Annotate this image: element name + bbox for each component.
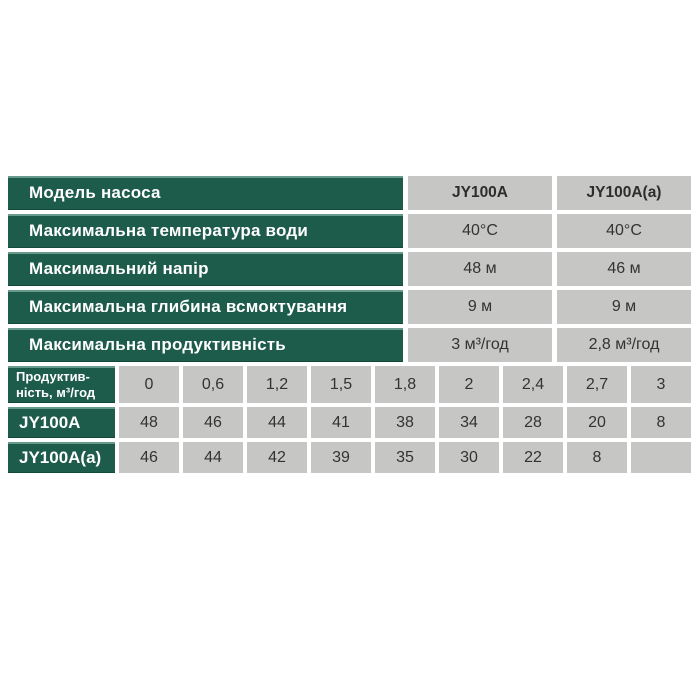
- perf-value-cell: 44: [247, 407, 307, 438]
- perf-value-cell: 41: [311, 407, 371, 438]
- perf-header-line2: ність, м³/год: [16, 384, 96, 400]
- perf-value-cell: 46: [183, 407, 243, 438]
- spec-temperature-value-2: 40°C: [557, 214, 691, 248]
- pump-spec-table: [8, 176, 692, 362]
- perf-header-label: [8, 366, 115, 403]
- perf-value-cell-empty: [631, 442, 691, 473]
- perf-row-label-jy100a: JY100A: [8, 407, 115, 438]
- perf-value-cell: 35: [375, 442, 435, 473]
- spec-row-label-temperature: Максимальна температура води: [8, 214, 403, 248]
- perf-value-cell: 8: [567, 442, 627, 473]
- spec-model-value-2: JY100A(a): [557, 176, 691, 210]
- spec-head-value-1: 48 м: [408, 252, 552, 286]
- spec-model-value-1: JY100A: [408, 176, 552, 210]
- spec-head-value-2: 46 м: [557, 252, 691, 286]
- pump-performance-table: [8, 366, 692, 473]
- flow-header-cell: 3: [631, 366, 691, 403]
- perf-value-cell: 48: [119, 407, 179, 438]
- spec-temperature-value-1: 40°C: [408, 214, 552, 248]
- perf-value-cell: 8: [631, 407, 691, 438]
- spec-suction-depth-value-1: 9 м: [408, 290, 552, 324]
- perf-value-cell: 20: [567, 407, 627, 438]
- perf-value-cell: 22: [503, 442, 563, 473]
- perf-value-cell: 42: [247, 442, 307, 473]
- perf-header-line1: Продуктив-: [16, 369, 90, 385]
- perf-value-cell: 44: [183, 442, 243, 473]
- flow-header-cell: 2: [439, 366, 499, 403]
- perf-value-cell: 28: [503, 407, 563, 438]
- flow-header-cell: 0,6: [183, 366, 243, 403]
- flow-header-cell: 2,4: [503, 366, 563, 403]
- flow-header-cell: 2,7: [567, 366, 627, 403]
- perf-value-cell: 39: [311, 442, 371, 473]
- perf-value-cell: 46: [119, 442, 179, 473]
- spec-row-label-head: Максимальний напір: [8, 252, 403, 286]
- flow-header-cell: 1,5: [311, 366, 371, 403]
- spec-capacity-value-1: 3 м³/год: [408, 328, 552, 362]
- flow-header-cell: 1,2: [247, 366, 307, 403]
- perf-value-cell: 38: [375, 407, 435, 438]
- flow-header-cell: 0: [119, 366, 179, 403]
- spec-row-label-suction-depth: Максимальна глибина всмоктування: [8, 290, 403, 324]
- flow-header-cell: 1,8: [375, 366, 435, 403]
- spec-row-label-capacity: Максимальна продуктивність: [8, 328, 403, 362]
- perf-value-cell: 34: [439, 407, 499, 438]
- perf-row-label-jy100a-a: JY100A(a): [8, 442, 115, 473]
- spec-capacity-value-2: 2,8 м³/год: [557, 328, 691, 362]
- perf-value-cell: 30: [439, 442, 499, 473]
- spec-row-label-model: Модель насоса: [8, 176, 403, 210]
- tables-wrap: [8, 176, 692, 473]
- spec-suction-depth-value-2: 9 м: [557, 290, 691, 324]
